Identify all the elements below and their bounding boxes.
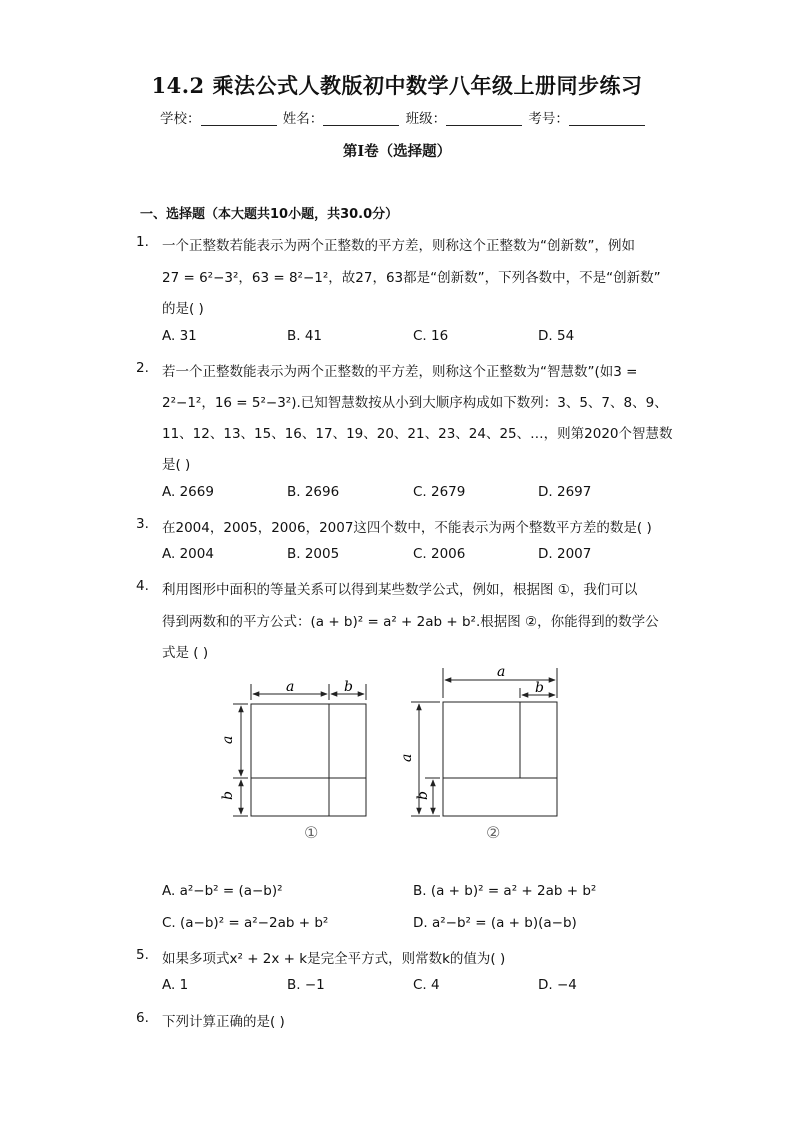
figure-1-caption: ①: [304, 823, 319, 842]
question-4-option-c: C. (a−b)² = a²−2ab + b²: [162, 915, 329, 931]
question-number-3: 3.: [136, 516, 149, 532]
figure-2-outer-square: [443, 702, 557, 816]
question-2-line-3: 11、12、13、15、16、17、19、20、21、23、24、25、…，则第2020个智慧数: [162, 426, 673, 442]
name-label: 姓名：: [282, 111, 324, 127]
question-number-4: 4.: [136, 578, 149, 594]
question-1-line-3: 的是( ): [162, 301, 204, 317]
question-5-option-a: A. 1: [162, 977, 189, 993]
volume-heading: 第I卷（选择题）: [342, 143, 452, 160]
question-4-line-3: 式是 ( ): [162, 645, 209, 661]
question-1-option-c: C. 16: [413, 328, 449, 344]
figure-2-label-a-side: a: [399, 753, 415, 762]
question-3-option-d: D. 2007: [538, 546, 592, 562]
question-1-line-1: 一个正整数若能表示为两个正整数的平方差，则称这个正整数为“创新数”，例如: [162, 238, 635, 254]
figure-1-label-a-top: a: [286, 679, 295, 695]
question-2-option-d: D. 2697: [538, 484, 592, 500]
question-1-option-a: A. 31: [162, 328, 197, 344]
question-2-option-c: C. 2679: [413, 484, 466, 500]
class-label: 班级：: [405, 111, 447, 127]
question-4-option-b: B. (a + b)² = a² + 2ab + b²: [413, 883, 597, 899]
question-1-line-2: 27 = 6²−3²，63 = 8²−1²，故27，63都是“创新数”，下列各数中，不是“创新数”: [162, 270, 661, 286]
question-3-option-c: C. 2006: [413, 546, 466, 562]
question-6-line-1: 下列计算正确的是( ): [162, 1014, 285, 1030]
question-number-5: 5.: [136, 947, 149, 963]
question-number-1: 1.: [136, 234, 149, 250]
question-1-option-b: B. 41: [287, 328, 323, 344]
question-4-option-a: A. a²−b² = (a−b)²: [162, 883, 283, 899]
exam-no-label: 考号：: [528, 111, 569, 127]
figure-2-label-b-side: b: [415, 791, 431, 800]
section-heading: 一、选择题（本大题共10小题，共30.0分）: [140, 207, 399, 222]
question-5-option-d: D. −4: [538, 977, 577, 993]
question-2-option-a: A. 2669: [162, 484, 214, 500]
question-5-option-b: B. −1: [287, 977, 325, 993]
figure-1-label-b-top: b: [344, 679, 353, 695]
page-title: 14.2 乘法公式人教版初中数学八年级上册同步练习: [151, 73, 643, 98]
question-2-line-1: 若一个正整数能表示为两个正整数的平方差，则称这个正整数为“智慧数”(如3 =: [162, 364, 638, 380]
question-2-option-b: B. 2696: [287, 484, 340, 500]
question-3-option-b: B. 2005: [287, 546, 340, 562]
figure-1-label-a-side: a: [220, 735, 236, 744]
question-2-line-4: 是( ): [162, 457, 191, 473]
question-number-6: 6.: [136, 1010, 149, 1026]
question-number-2: 2.: [136, 360, 149, 376]
figure-1-outer-square: [251, 704, 366, 816]
question-4-line-2: 得到两数和的平方公式：(a + b)² = a² + 2ab + b².根据图 ②，你能得到的数学公: [162, 614, 659, 630]
question-3-line-1: 在2004，2005，2006，2007这四个数中，不能表示为两个整数平方差的数是( ): [162, 520, 652, 536]
question-2-line-2: 2²−1²，16 = 5²−3²).已知智慧数按从小到大顺序构成如下数列：3、5、7、8、9、: [162, 395, 668, 411]
question-5-line-1: 如果多项式x² + 2x + k是完全平方式，则常数k的值为( ): [162, 951, 506, 967]
question-4-option-d: D. a²−b² = (a + b)(a−b): [413, 915, 577, 931]
figure-2-label-a-top: a: [497, 664, 506, 680]
school-label: 学校：: [160, 111, 201, 127]
figure-1-label-b-side: b: [220, 791, 236, 800]
question-5-option-c: C. 4: [413, 977, 440, 993]
question-4-line-1: 利用图形中面积的等量关系可以得到某些数学公式，例如，根据图 ①，我们可以: [162, 582, 638, 598]
question-1-option-d: D. 54: [538, 328, 575, 344]
figure-2-caption: ②: [486, 823, 501, 842]
question-3-option-a: A. 2004: [162, 546, 214, 562]
figure-2-label-b-top: b: [535, 680, 544, 696]
